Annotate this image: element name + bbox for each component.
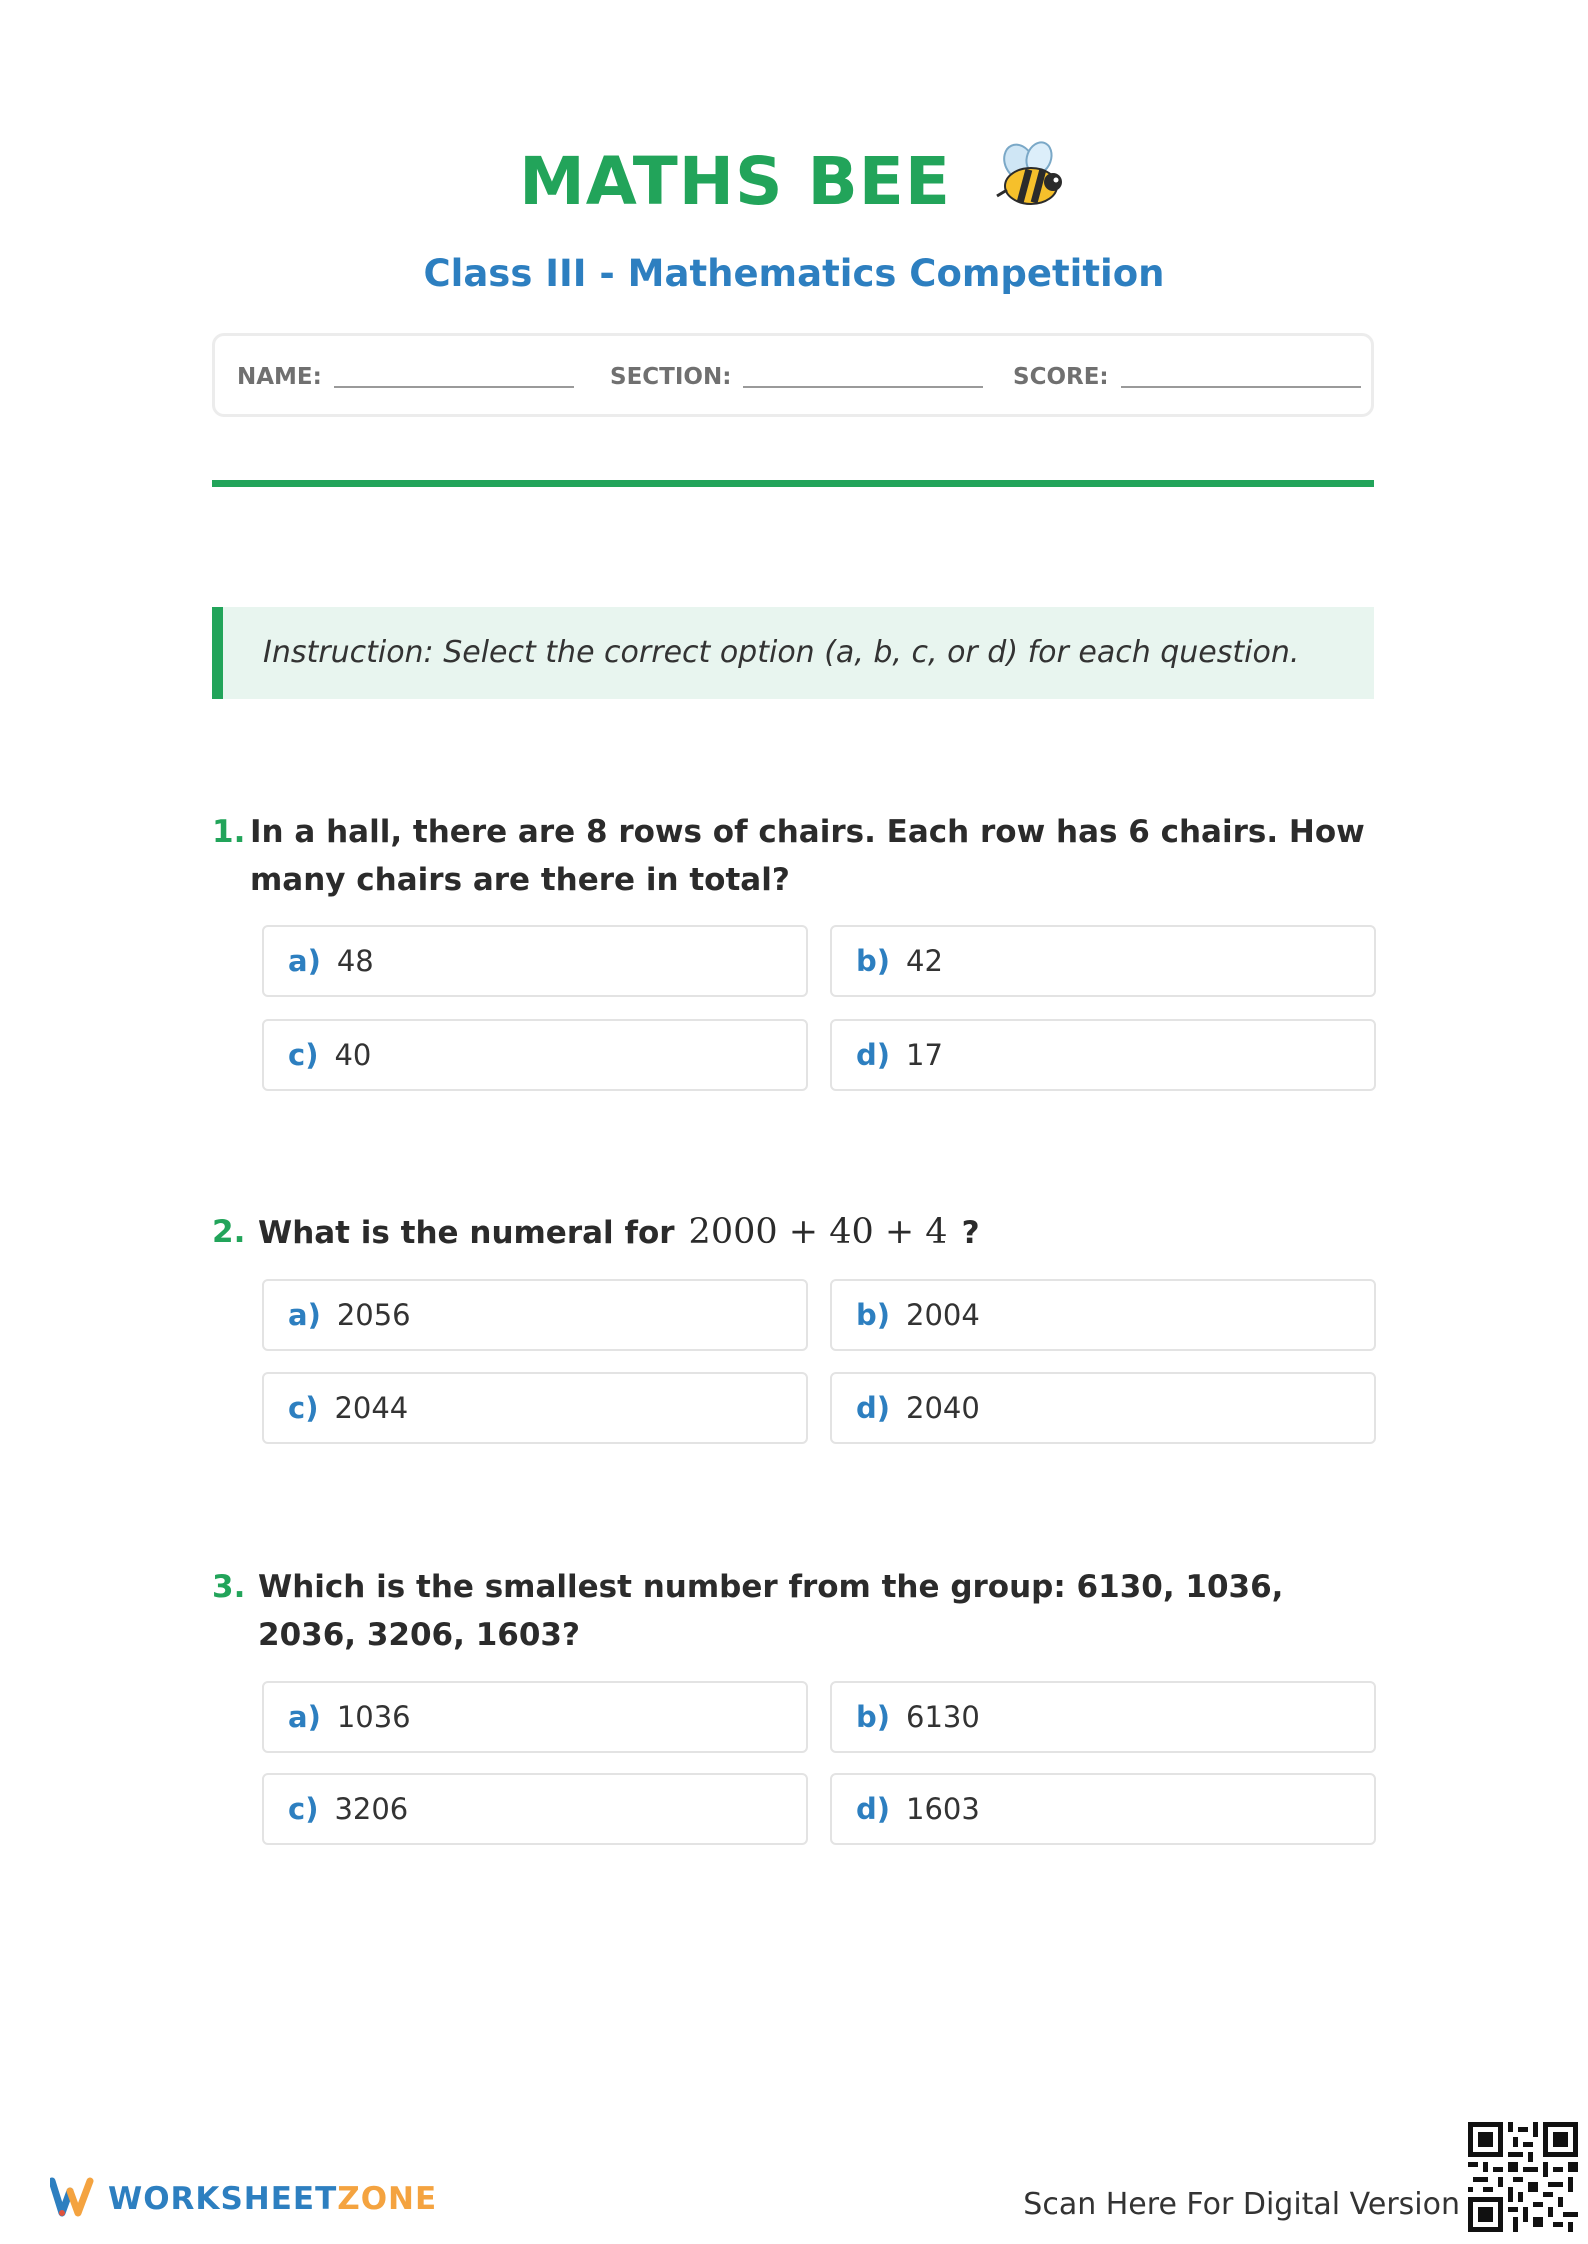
worksheetzone-logo[interactable] [50, 2177, 437, 2221]
option-d[interactable] [830, 1372, 1376, 1444]
option-c[interactable] [262, 1773, 808, 1845]
logo-text-zone: ZONE [337, 2181, 438, 2217]
header-divider [212, 480, 1374, 487]
option-a[interactable] [262, 925, 808, 997]
option-letter: c) [288, 1792, 319, 1826]
question-1 [212, 808, 1374, 904]
question-text [212, 1563, 1374, 1659]
option-b[interactable] [830, 925, 1376, 997]
option-value: 40 [334, 1038, 372, 1072]
option-value: 2044 [334, 1391, 409, 1425]
math-expression: 2000 + 40 + 4 [688, 1212, 948, 1252]
option-value: 6130 [906, 1700, 980, 1734]
scan-instruction: Scan Here For Digital Version [1023, 2187, 1460, 2222]
option-value: 1036 [336, 1700, 411, 1734]
option-value: 1603 [906, 1792, 980, 1826]
question-number: 2. [212, 1214, 246, 1250]
option-b[interactable] [830, 1279, 1376, 1351]
option-value: 48 [336, 944, 374, 978]
option-c[interactable] [262, 1019, 808, 1091]
option-letter: a) [288, 1700, 321, 1734]
option-b[interactable] [830, 1681, 1376, 1753]
question-2 [212, 1208, 1374, 1257]
score-label: SCORE: [1013, 364, 1109, 390]
option-letter: c) [288, 1391, 319, 1425]
question-body: In a hall, there are 8 rows of chairs. Each row has 6 chairs. How many chairs are there in total? [250, 814, 1365, 898]
page-title [0, 140, 1588, 232]
question-3 [212, 1563, 1374, 1659]
score-line[interactable] [1121, 386, 1361, 388]
logo-text-worksheet: WORKSHEET [108, 2181, 338, 2217]
qr-code-icon[interactable] [1468, 2122, 1578, 2232]
bee-icon [993, 140, 1069, 232]
question-text [212, 1208, 1374, 1257]
option-letter: d) [856, 1038, 891, 1072]
option-letter: b) [856, 1298, 891, 1332]
option-value: 3206 [334, 1792, 409, 1826]
option-letter: a) [288, 944, 321, 978]
option-d[interactable] [830, 1019, 1376, 1091]
option-a[interactable] [262, 1279, 808, 1351]
option-letter: c) [288, 1038, 319, 1072]
question-number: 1. [212, 814, 246, 850]
option-d[interactable] [830, 1773, 1376, 1845]
option-letter: d) [856, 1792, 891, 1826]
student-info-box [212, 333, 1374, 417]
option-value: 2056 [336, 1298, 411, 1332]
question-end: ? [961, 1215, 980, 1251]
option-letter: a) [288, 1298, 321, 1332]
option-letter: b) [856, 944, 891, 978]
option-value: 17 [906, 1038, 943, 1072]
name-line[interactable] [334, 386, 574, 388]
question-body: Which is the smallest number from the group: 6130, 1036, 2036, 3206, 1603? [258, 1569, 1284, 1653]
option-a[interactable] [262, 1681, 808, 1753]
score-field[interactable] [1013, 364, 1361, 390]
instruction-banner: Instruction: Select the correct option (a, b, c, or d) for each question. [212, 607, 1374, 699]
option-value: 2040 [906, 1391, 980, 1425]
section-label: SECTION: [610, 364, 732, 390]
worksheetzone-w-icon [50, 2177, 94, 2221]
option-value: 42 [906, 944, 943, 978]
option-letter: b) [856, 1700, 891, 1734]
name-field[interactable] [237, 364, 574, 390]
question-text [212, 808, 1374, 904]
name-label: NAME: [237, 364, 322, 390]
title-text: MATHS BEE [519, 143, 951, 221]
question-body: What is the numeral for [258, 1215, 675, 1251]
section-line[interactable] [743, 386, 983, 388]
option-c[interactable] [262, 1372, 808, 1444]
question-number: 3. [212, 1569, 246, 1605]
option-value: 2004 [906, 1298, 980, 1332]
option-letter: d) [856, 1391, 891, 1425]
page-subtitle: Class III - Mathematics Competition [423, 252, 1165, 295]
section-field[interactable] [610, 364, 983, 390]
